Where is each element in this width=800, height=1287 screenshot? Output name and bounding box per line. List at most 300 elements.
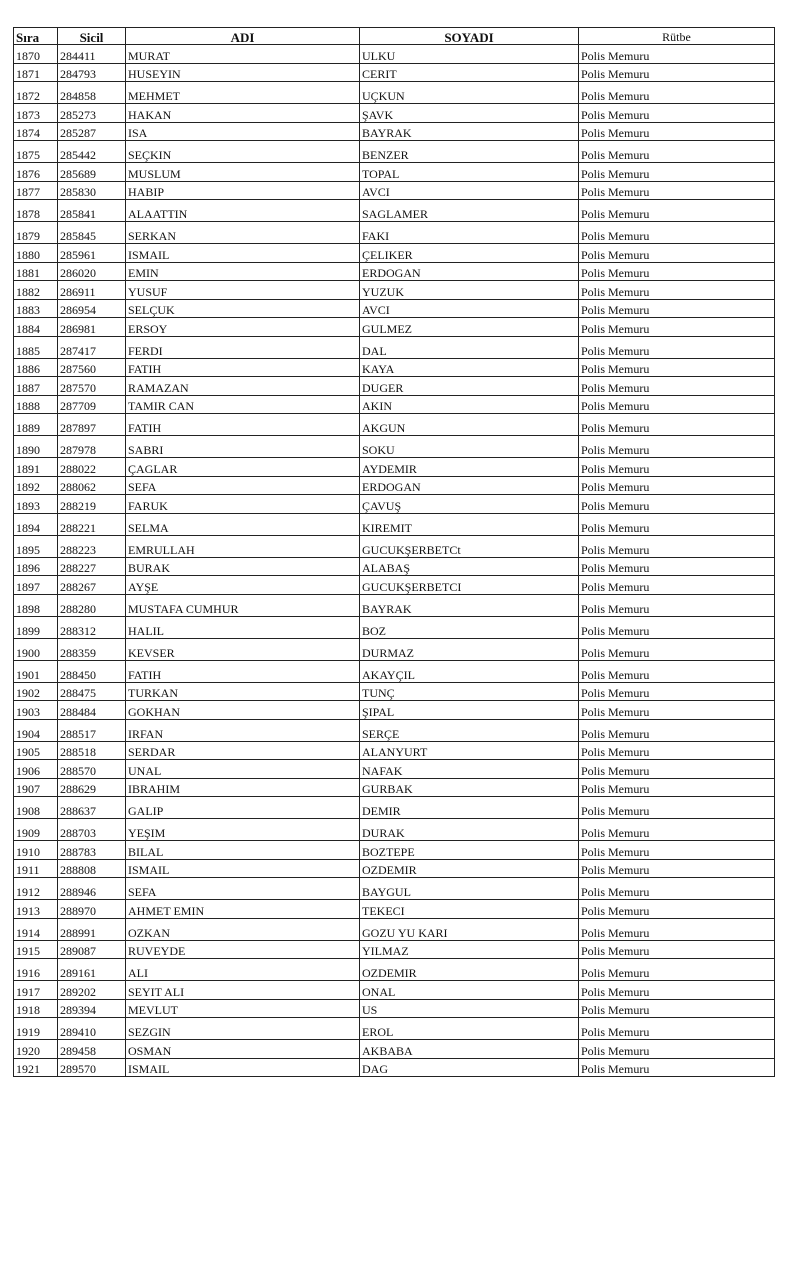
cell-rutbe: Polis Memuru (579, 414, 775, 436)
table-header-row (14, 28, 775, 45)
cell-rutbe: Polis Memuru (579, 797, 775, 819)
cell-sicil: 284793 (58, 63, 126, 82)
cell-rutbe: Polis Memuru (579, 940, 775, 959)
cell-sicil: 287570 (58, 377, 126, 396)
cell-sira: 1882 (14, 281, 58, 300)
cell-sicil: 288808 (58, 859, 126, 878)
cell-sicil: 288518 (58, 741, 126, 760)
cell-rutbe: Polis Memuru (579, 981, 775, 1000)
cell-sicil: 284858 (58, 82, 126, 104)
table-row (14, 819, 775, 841)
table-row (14, 395, 775, 414)
cell-soyadi: DAL (360, 336, 579, 358)
cell-soyadi: AVCI (360, 299, 579, 318)
cell-sicil: 289570 (58, 1058, 126, 1077)
table-row (14, 940, 775, 959)
cell-soyadi: AKAYÇIL (360, 660, 579, 682)
cell-rutbe: Polis Memuru (579, 318, 775, 337)
header-rutbe: Rütbe (579, 28, 775, 45)
cell-rutbe: Polis Memuru (579, 63, 775, 82)
cell-rutbe: Polis Memuru (579, 336, 775, 358)
cell-rutbe: Polis Memuru (579, 638, 775, 660)
cell-sicil: 285273 (58, 104, 126, 123)
cell-soyadi: ONAL (360, 981, 579, 1000)
cell-soyadi: BAYRAK (360, 594, 579, 616)
table-row (14, 244, 775, 263)
table-row (14, 841, 775, 860)
cell-sicil: 287709 (58, 395, 126, 414)
personnel-table (13, 27, 775, 1077)
cell-adi: MEVLUT (126, 999, 360, 1018)
cell-sicil: 288475 (58, 682, 126, 701)
table-row (14, 222, 775, 244)
cell-adi: RAMAZAN (126, 377, 360, 396)
table-row (14, 414, 775, 436)
cell-soyadi: OZDEMIR (360, 859, 579, 878)
cell-sira: 1896 (14, 557, 58, 576)
cell-soyadi: US (360, 999, 579, 1018)
table-row (14, 859, 775, 878)
cell-adi: AYŞE (126, 576, 360, 595)
cell-rutbe: Polis Memuru (579, 122, 775, 141)
cell-soyadi: DAG (360, 1058, 579, 1077)
cell-soyadi: YUZUK (360, 281, 579, 300)
cell-rutbe: Polis Memuru (579, 778, 775, 797)
cell-sira: 1901 (14, 660, 58, 682)
table-row (14, 760, 775, 779)
cell-soyadi: ERDOGAN (360, 476, 579, 495)
cell-adi: FARUK (126, 495, 360, 514)
cell-adi: HALIL (126, 616, 360, 638)
cell-sicil: 286981 (58, 318, 126, 337)
cell-soyadi: ŞAVK (360, 104, 579, 123)
header-adi: ADI (126, 28, 360, 45)
cell-sira: 1913 (14, 900, 58, 919)
table-row (14, 358, 775, 377)
cell-sicil: 287417 (58, 336, 126, 358)
table-row (14, 719, 775, 741)
cell-rutbe: Polis Memuru (579, 358, 775, 377)
cell-sira: 1880 (14, 244, 58, 263)
cell-adi: YEŞIM (126, 819, 360, 841)
cell-soyadi: ŞIPAL (360, 701, 579, 720)
cell-sira: 1910 (14, 841, 58, 860)
table-row (14, 594, 775, 616)
cell-rutbe: Polis Memuru (579, 181, 775, 200)
table-row (14, 336, 775, 358)
cell-adi: OSMAN (126, 1040, 360, 1059)
table-row (14, 377, 775, 396)
cell-soyadi: ERDOGAN (360, 262, 579, 281)
cell-sicil: 288991 (58, 918, 126, 940)
cell-sicil: 288629 (58, 778, 126, 797)
cell-sicil: 288223 (58, 535, 126, 557)
cell-rutbe: Polis Memuru (579, 616, 775, 638)
cell-soyadi: DURMAZ (360, 638, 579, 660)
cell-rutbe: Polis Memuru (579, 458, 775, 477)
cell-adi: UNAL (126, 760, 360, 779)
cell-sicil: 285287 (58, 122, 126, 141)
cell-rutbe: Polis Memuru (579, 163, 775, 182)
cell-sira: 1902 (14, 682, 58, 701)
cell-sicil: 287560 (58, 358, 126, 377)
table-row (14, 495, 775, 514)
cell-rutbe: Polis Memuru (579, 141, 775, 163)
cell-rutbe: Polis Memuru (579, 701, 775, 720)
cell-soyadi: ÇELIKER (360, 244, 579, 263)
table-row (14, 535, 775, 557)
table-row (14, 141, 775, 163)
cell-rutbe: Polis Memuru (579, 918, 775, 940)
cell-sira: 1900 (14, 638, 58, 660)
cell-soyadi: BENZER (360, 141, 579, 163)
cell-soyadi: EROL (360, 1018, 579, 1040)
cell-rutbe: Polis Memuru (579, 436, 775, 458)
cell-rutbe: Polis Memuru (579, 395, 775, 414)
table-row (14, 999, 775, 1018)
table-row (14, 1058, 775, 1077)
cell-adi: EMRULLAH (126, 535, 360, 557)
cell-rutbe: Polis Memuru (579, 200, 775, 222)
cell-soyadi: AKIN (360, 395, 579, 414)
cell-adi: ISMAIL (126, 244, 360, 263)
cell-soyadi: DUGER (360, 377, 579, 396)
table-row (14, 741, 775, 760)
table-row (14, 638, 775, 660)
table-row (14, 262, 775, 281)
cell-sicil: 288517 (58, 719, 126, 741)
cell-soyadi: GOZU YU KARI (360, 918, 579, 940)
table-row (14, 701, 775, 720)
cell-adi: FATIH (126, 660, 360, 682)
cell-rutbe: Polis Memuru (579, 244, 775, 263)
table-row (14, 299, 775, 318)
cell-sicil: 289161 (58, 959, 126, 981)
cell-sicil: 289087 (58, 940, 126, 959)
cell-rutbe: Polis Memuru (579, 299, 775, 318)
cell-sira: 1915 (14, 940, 58, 959)
cell-rutbe: Polis Memuru (579, 999, 775, 1018)
cell-rutbe: Polis Memuru (579, 594, 775, 616)
cell-sicil: 288359 (58, 638, 126, 660)
cell-adi: IBRAHIM (126, 778, 360, 797)
table-row (14, 181, 775, 200)
cell-soyadi: BOZTEPE (360, 841, 579, 860)
cell-soyadi: SAGLAMER (360, 200, 579, 222)
cell-sira: 1920 (14, 1040, 58, 1059)
cell-sira: 1891 (14, 458, 58, 477)
cell-adi: SERKAN (126, 222, 360, 244)
cell-sira: 1914 (14, 918, 58, 940)
cell-sira: 1892 (14, 476, 58, 495)
cell-soyadi: SOKU (360, 436, 579, 458)
cell-rutbe: Polis Memuru (579, 535, 775, 557)
table-row (14, 778, 775, 797)
header-sicil: Sicil (58, 28, 126, 45)
cell-sira: 1899 (14, 616, 58, 638)
cell-sira: 1885 (14, 336, 58, 358)
cell-soyadi: UÇKUN (360, 82, 579, 104)
cell-sira: 1875 (14, 141, 58, 163)
cell-sicil: 288484 (58, 701, 126, 720)
cell-adi: MURAT (126, 45, 360, 64)
cell-sicil: 285689 (58, 163, 126, 182)
cell-sicil: 285442 (58, 141, 126, 163)
cell-adi: TURKAN (126, 682, 360, 701)
cell-adi: SEZGIN (126, 1018, 360, 1040)
cell-rutbe: Polis Memuru (579, 959, 775, 981)
cell-rutbe: Polis Memuru (579, 222, 775, 244)
cell-soyadi: GUCUKŞERBETCt (360, 535, 579, 557)
cell-rutbe: Polis Memuru (579, 900, 775, 919)
cell-rutbe: Polis Memuru (579, 682, 775, 701)
cell-adi: BILAL (126, 841, 360, 860)
table-row (14, 513, 775, 535)
cell-adi: HUSEYIN (126, 63, 360, 82)
cell-sira: 1919 (14, 1018, 58, 1040)
cell-sira: 1879 (14, 222, 58, 244)
cell-soyadi: AYDEMIR (360, 458, 579, 477)
cell-rutbe: Polis Memuru (579, 281, 775, 300)
cell-soyadi: SERÇE (360, 719, 579, 741)
table-row (14, 63, 775, 82)
table-row (14, 616, 775, 638)
cell-soyadi: ULKU (360, 45, 579, 64)
cell-adi: ÇAGLAR (126, 458, 360, 477)
cell-soyadi: TEKECI (360, 900, 579, 919)
cell-rutbe: Polis Memuru (579, 476, 775, 495)
cell-sira: 1893 (14, 495, 58, 514)
cell-soyadi: ALANYURT (360, 741, 579, 760)
cell-rutbe: Polis Memuru (579, 1040, 775, 1059)
cell-adi: MUSTAFA CUMHUR (126, 594, 360, 616)
cell-adi: ERSOY (126, 318, 360, 337)
cell-soyadi: TUNÇ (360, 682, 579, 701)
cell-sicil: 284411 (58, 45, 126, 64)
cell-soyadi: YILMAZ (360, 940, 579, 959)
cell-sira: 1876 (14, 163, 58, 182)
cell-sicil: 288267 (58, 576, 126, 595)
table-row (14, 1040, 775, 1059)
table-row (14, 436, 775, 458)
table-row (14, 458, 775, 477)
header-sira: Sıra (14, 28, 58, 45)
cell-rutbe: Polis Memuru (579, 513, 775, 535)
cell-adi: FERDI (126, 336, 360, 358)
cell-soyadi: BAYGUL (360, 878, 579, 900)
table-row (14, 557, 775, 576)
cell-soyadi: ÇAVUŞ (360, 495, 579, 514)
cell-adi: SELMA (126, 513, 360, 535)
cell-adi: HAKAN (126, 104, 360, 123)
cell-adi: SEFA (126, 878, 360, 900)
cell-sira: 1905 (14, 741, 58, 760)
cell-rutbe: Polis Memuru (579, 878, 775, 900)
cell-adi: ALI (126, 959, 360, 981)
cell-adi: MUSLUM (126, 163, 360, 182)
cell-adi: SEÇKIN (126, 141, 360, 163)
cell-rutbe: Polis Memuru (579, 859, 775, 878)
table-row (14, 104, 775, 123)
cell-sicil: 287897 (58, 414, 126, 436)
cell-soyadi: DURAK (360, 819, 579, 841)
cell-adi: SELÇUK (126, 299, 360, 318)
cell-rutbe: Polis Memuru (579, 741, 775, 760)
cell-soyadi: GUCUKŞERBETCI (360, 576, 579, 595)
cell-adi: IRFAN (126, 719, 360, 741)
cell-sicil: 289458 (58, 1040, 126, 1059)
cell-sira: 1898 (14, 594, 58, 616)
cell-soyadi: AKBABA (360, 1040, 579, 1059)
cell-rutbe: Polis Memuru (579, 262, 775, 281)
cell-sira: 1873 (14, 104, 58, 123)
cell-sicil: 288703 (58, 819, 126, 841)
cell-sicil: 288450 (58, 660, 126, 682)
cell-soyadi: BAYRAK (360, 122, 579, 141)
cell-sira: 1877 (14, 181, 58, 200)
cell-adi: KEVSER (126, 638, 360, 660)
cell-sira: 1884 (14, 318, 58, 337)
cell-soyadi: BOZ (360, 616, 579, 638)
cell-sicil: 285961 (58, 244, 126, 263)
cell-adi: HABIP (126, 181, 360, 200)
cell-soyadi: FAKI (360, 222, 579, 244)
table-row (14, 318, 775, 337)
cell-sira: 1903 (14, 701, 58, 720)
table-row (14, 981, 775, 1000)
cell-sira: 1921 (14, 1058, 58, 1077)
cell-soyadi: KAYA (360, 358, 579, 377)
cell-adi: YUSUF (126, 281, 360, 300)
table-row (14, 82, 775, 104)
cell-sira: 1916 (14, 959, 58, 981)
cell-sicil: 288022 (58, 458, 126, 477)
cell-sira: 1906 (14, 760, 58, 779)
table-row (14, 959, 775, 981)
cell-sira: 1918 (14, 999, 58, 1018)
cell-soyadi: GURBAK (360, 778, 579, 797)
cell-rutbe: Polis Memuru (579, 1058, 775, 1077)
cell-sicil: 289410 (58, 1018, 126, 1040)
cell-adi: RUVEYDE (126, 940, 360, 959)
table-row (14, 797, 775, 819)
table-row (14, 122, 775, 141)
cell-sicil: 285841 (58, 200, 126, 222)
cell-sicil: 289394 (58, 999, 126, 1018)
cell-sicil: 288783 (58, 841, 126, 860)
cell-rutbe: Polis Memuru (579, 760, 775, 779)
table-row (14, 900, 775, 919)
cell-sira: 1874 (14, 122, 58, 141)
cell-sicil: 289202 (58, 981, 126, 1000)
cell-rutbe: Polis Memuru (579, 719, 775, 741)
cell-adi: SABRI (126, 436, 360, 458)
cell-soyadi: OZDEMIR (360, 959, 579, 981)
header-soyadi: SOYADI (360, 28, 579, 45)
cell-sira: 1909 (14, 819, 58, 841)
cell-sicil: 288221 (58, 513, 126, 535)
cell-sira: 1886 (14, 358, 58, 377)
cell-sicil: 288637 (58, 797, 126, 819)
table-row (14, 576, 775, 595)
cell-sicil: 288227 (58, 557, 126, 576)
cell-sicil: 288970 (58, 900, 126, 919)
cell-sira: 1883 (14, 299, 58, 318)
cell-sicil: 285830 (58, 181, 126, 200)
cell-adi: ISA (126, 122, 360, 141)
cell-soyadi: KIREMIT (360, 513, 579, 535)
cell-soyadi: GULMEZ (360, 318, 579, 337)
cell-sira: 1870 (14, 45, 58, 64)
cell-sira: 1894 (14, 513, 58, 535)
cell-sicil: 287978 (58, 436, 126, 458)
cell-adi: FATIH (126, 414, 360, 436)
cell-rutbe: Polis Memuru (579, 841, 775, 860)
cell-soyadi: NAFAK (360, 760, 579, 779)
cell-sicil: 285845 (58, 222, 126, 244)
cell-soyadi: AKGUN (360, 414, 579, 436)
cell-sicil: 288062 (58, 476, 126, 495)
cell-sira: 1872 (14, 82, 58, 104)
cell-sicil: 288219 (58, 495, 126, 514)
cell-sira: 1878 (14, 200, 58, 222)
cell-sicil: 286911 (58, 281, 126, 300)
cell-sira: 1908 (14, 797, 58, 819)
cell-adi: TAMIR CAN (126, 395, 360, 414)
cell-soyadi: CERIT (360, 63, 579, 82)
cell-sira: 1917 (14, 981, 58, 1000)
cell-sicil: 288312 (58, 616, 126, 638)
cell-adi: ISMAIL (126, 859, 360, 878)
cell-adi: OZKAN (126, 918, 360, 940)
table-row (14, 163, 775, 182)
cell-soyadi: TOPAL (360, 163, 579, 182)
cell-adi: GOKHAN (126, 701, 360, 720)
cell-soyadi: AVCI (360, 181, 579, 200)
personnel-list-page (13, 27, 774, 1077)
cell-sira: 1911 (14, 859, 58, 878)
cell-rutbe: Polis Memuru (579, 1018, 775, 1040)
table-row (14, 918, 775, 940)
cell-adi: SEYIT ALI (126, 981, 360, 1000)
cell-soyadi: DEMIR (360, 797, 579, 819)
cell-sira: 1881 (14, 262, 58, 281)
cell-sira: 1887 (14, 377, 58, 396)
cell-adi: BURAK (126, 557, 360, 576)
cell-soyadi: ALABAŞ (360, 557, 579, 576)
cell-adi: FATIH (126, 358, 360, 377)
cell-sicil: 288946 (58, 878, 126, 900)
table-body (14, 45, 775, 1077)
table-row (14, 200, 775, 222)
cell-sira: 1904 (14, 719, 58, 741)
cell-rutbe: Polis Memuru (579, 660, 775, 682)
cell-sicil: 286954 (58, 299, 126, 318)
cell-adi: SERDAR (126, 741, 360, 760)
cell-rutbe: Polis Memuru (579, 576, 775, 595)
cell-sira: 1890 (14, 436, 58, 458)
cell-sira: 1871 (14, 63, 58, 82)
cell-adi: SEFA (126, 476, 360, 495)
cell-adi: AHMET EMIN (126, 900, 360, 919)
table-row (14, 682, 775, 701)
cell-sira: 1912 (14, 878, 58, 900)
cell-sira: 1895 (14, 535, 58, 557)
table-row (14, 45, 775, 64)
cell-rutbe: Polis Memuru (579, 377, 775, 396)
cell-sira: 1907 (14, 778, 58, 797)
cell-adi: EMIN (126, 262, 360, 281)
